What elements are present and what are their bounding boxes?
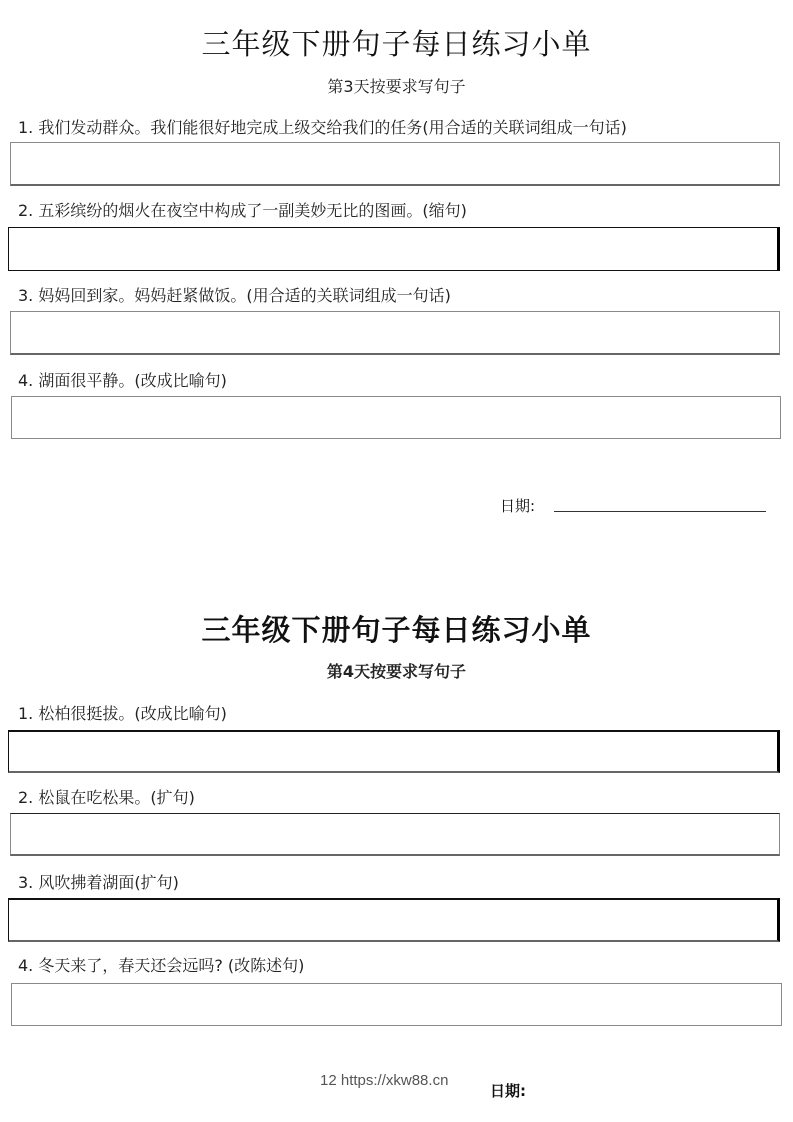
answer-box-2[interactable] xyxy=(10,813,780,856)
answer-box-4[interactable] xyxy=(11,396,781,439)
question-3-text: 3. 妈妈回到家。妈妈赶紧做饭。(用合适的关联词组成一句话) xyxy=(18,286,451,305)
date-input-line[interactable] xyxy=(554,511,766,512)
answer-box-2[interactable] xyxy=(8,227,780,271)
page-title: 三年级下册句子每日练习小单 xyxy=(201,27,592,61)
date-label: 日期: xyxy=(500,497,536,515)
page-footer xyxy=(320,1072,448,1089)
answer-box-3[interactable] xyxy=(8,898,780,942)
question-3-text: 3. 风吹拂着湖面(扩句) xyxy=(18,873,179,892)
question-4-text: 4. 冬天来了，春天还会远吗? (改陈述句) xyxy=(18,956,305,975)
answer-box-1[interactable] xyxy=(10,142,780,186)
answer-box-1[interactable] xyxy=(8,730,780,773)
page-number: 12 xyxy=(320,1072,337,1089)
answer-box-4[interactable] xyxy=(11,983,782,1026)
footer-url: https://xkw88.cn xyxy=(340,1072,449,1089)
question-2-text: 2. 松鼠在吃松果。(扩句) xyxy=(18,788,195,807)
page-title: 三年级下册句子每日练习小单 xyxy=(201,613,592,647)
page-subtitle: 第4天按要求写句子 xyxy=(326,662,467,681)
date-label: 日期: xyxy=(490,1082,526,1100)
question-2-text: 2. 五彩缤纷的烟火在夜空中构成了一副美妙无比的图画。(缩句) xyxy=(18,201,467,220)
question-4-text: 4. 湖面很平静。(改成比喻句) xyxy=(18,371,227,390)
page-subtitle: 第3天按要求写句子 xyxy=(327,77,466,96)
answer-box-3[interactable] xyxy=(10,311,780,355)
question-1-text: 1. 我们发动群众。我们能很好地完成上级交给我们的任务(用合适的关联词组成一句话) xyxy=(18,118,627,137)
question-1-text: 1. 松柏很挺拔。(改成比喻句) xyxy=(18,704,227,723)
